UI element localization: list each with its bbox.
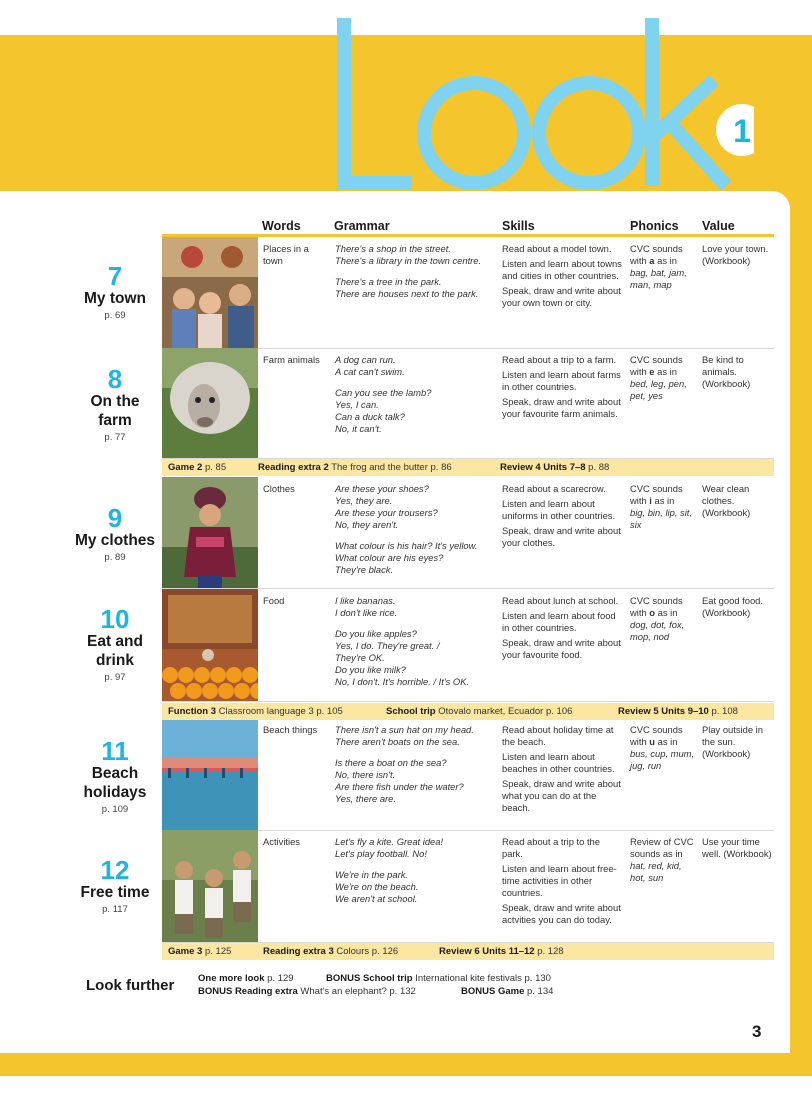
phonics-as-in: as in — [655, 736, 678, 747]
header-grammar: Grammar — [334, 219, 390, 233]
skill-item: Listen and learn about free-time activities in other countries. — [502, 863, 617, 898]
grammar-line: Yes, I can. — [335, 399, 379, 410]
phonics-letter: u — [649, 736, 656, 747]
grammar-line: They're OK. — [335, 652, 385, 663]
unit-number: 7 — [107, 261, 123, 291]
grammar-group — [335, 724, 495, 748]
header-words: Words — [262, 219, 301, 233]
grammar-line: There isn't a sun hat on my head. — [335, 724, 474, 735]
grammar-line: There's a tree in the park. — [335, 276, 442, 287]
unit-row — [162, 830, 774, 943]
unit-label — [60, 857, 170, 915]
skill-item: Read about a model town. — [502, 243, 612, 254]
grammar-group — [335, 628, 495, 688]
unit-page: p. 89 — [104, 552, 126, 563]
value-cell: Be kind to animals. (Workbook) — [702, 354, 751, 389]
level-number: 1 — [733, 113, 751, 149]
phonics-intro: CVC sounds with — [630, 354, 683, 377]
phonics-examples: bed, leg, pen, pet, yes — [630, 378, 687, 401]
phonics-intro: Review of CVC sounds as in — [630, 836, 694, 859]
grammar-line: No, I don't. It's horrible. / It's OK. — [335, 676, 470, 687]
grammar-line: Do you like milk? — [335, 664, 406, 675]
phonics-letter: e — [649, 366, 655, 377]
phonics-intro: CVC sounds with — [630, 483, 683, 506]
band-item-page: Colours p. 126 — [333, 946, 399, 957]
skill-item: Speak, draw and write about your clothes. — [502, 525, 621, 548]
phonics-intro: CVC sounds with — [630, 243, 683, 266]
grammar-group — [335, 836, 495, 860]
grammar-cell — [335, 354, 495, 438]
unit-page: p. 117 — [102, 904, 128, 915]
skill-item: Speak, draw and write about what you can do at the beach. — [502, 778, 621, 813]
unit-number: 11 — [101, 736, 129, 766]
skills-cell — [502, 595, 622, 664]
grammar-line: Are these your shoes? — [335, 483, 429, 494]
grammar-line: Can you see the lamb? — [335, 387, 432, 398]
page-number: 3 — [752, 1022, 762, 1041]
sheep-photo — [162, 348, 258, 458]
phonics-cell — [630, 354, 696, 402]
unit-name: Beach — [91, 765, 139, 782]
grammar-group — [335, 757, 495, 805]
phonics-letter: a — [649, 255, 655, 266]
header-value: Value — [702, 219, 735, 233]
unit-name: Eat and — [87, 633, 143, 650]
grammar-line: Yes, there are. — [335, 793, 396, 804]
phonics-as-in: as in — [655, 607, 678, 618]
grammar-cell — [335, 724, 495, 808]
phonics-cell — [630, 724, 696, 772]
skill-item: Listen and learn about beaches in other countries. — [502, 751, 615, 774]
words-cell: Places in a town — [263, 243, 309, 266]
band-item-title: Review 6 Units 11–12 — [439, 946, 535, 957]
band-item[interactable] — [168, 703, 343, 720]
skill-item: Listen and learn about farms in other countries. — [502, 369, 621, 392]
band-item-page: p. 88 — [585, 462, 610, 473]
band-item[interactable] — [168, 459, 226, 476]
skill-item: Listen and learn about uniforms in other countries. — [502, 498, 616, 521]
unit-label — [60, 738, 170, 815]
grammar-line: A dog can run. — [335, 354, 396, 365]
grammar-group — [335, 387, 495, 435]
grammar-line: No, it can't. — [335, 423, 382, 434]
grammar-line: They're black. — [335, 564, 394, 575]
grammar-cell — [335, 836, 495, 908]
grammar-group — [335, 276, 495, 300]
unit-row — [162, 589, 774, 702]
skills-cell — [502, 243, 622, 312]
unit-row — [162, 237, 774, 349]
extras-band — [162, 459, 774, 476]
grammar-line: Let's fly a kite. Great idea! — [335, 836, 444, 847]
skills-cell — [502, 483, 622, 552]
grammar-line: We aren't at school. — [335, 893, 418, 904]
phonics-intro: CVC sounds with — [630, 595, 683, 618]
grammar-line: There are houses next to the park. — [335, 288, 479, 299]
band-item-page: p. 85 — [202, 462, 227, 473]
band-item-title: Function 3 — [168, 706, 217, 717]
words-cell: Beach things — [263, 724, 318, 735]
skill-item: Speak, draw and write about your favourite food. — [502, 637, 621, 660]
phonics-cell — [630, 836, 696, 884]
grammar-line: Can a duck talk? — [335, 411, 405, 422]
phonics-as-in: as in — [651, 495, 675, 506]
phonics-letter: i — [649, 495, 652, 506]
band-item-page: Otovalo market, Ecuador p. 106 — [435, 706, 573, 717]
phonics-examples: big, bin, lip, sit, six — [630, 507, 693, 530]
market-oranges-photo — [162, 589, 258, 701]
beach-pier-photo — [162, 718, 258, 830]
band-item-title: Review 4 Units 7–8 — [500, 462, 586, 473]
bottom-margin — [0, 1076, 812, 1111]
band-item-title: School trip — [386, 706, 436, 717]
grammar-line: What colour is his hair? It's yellow. — [335, 540, 478, 551]
girl-in-traditional-clothes-photo — [162, 477, 258, 588]
phonics-examples: bus, cup, mum, jug, run — [630, 748, 695, 771]
extras-band — [162, 703, 774, 720]
skill-item: Read about a scarecrow. — [502, 483, 606, 494]
skill-item: Speak, draw and write about your favourite farm animals. — [502, 396, 621, 419]
band-item-title: Game 2 — [168, 462, 203, 473]
unit-number: 12 — [100, 855, 130, 885]
band-item[interactable] — [263, 943, 398, 960]
grammar-group — [335, 540, 495, 576]
unit-row — [162, 348, 774, 459]
band-item[interactable] — [439, 943, 564, 960]
band-item[interactable] — [386, 703, 572, 720]
unit-row — [162, 718, 774, 831]
look-further-item: BONUS School trip International kite festivals p. 130 — [326, 973, 551, 984]
band-item-title: Reading extra 3 — [263, 946, 334, 957]
band-item[interactable] — [258, 459, 452, 476]
unit-label — [60, 505, 170, 563]
unit-row — [162, 477, 774, 589]
band-item-title: Review 5 Units 9–10 — [618, 706, 709, 717]
value-cell: Love your town. (Workbook) — [702, 243, 769, 266]
unit-name: farm — [98, 412, 132, 429]
phonics-intro: CVC sounds with — [630, 724, 683, 747]
skill-item: Read about lunch at school. — [502, 595, 619, 606]
header-skills: Skills — [502, 219, 535, 233]
phonics-as-in: as in — [654, 366, 677, 377]
words-cell: Food — [263, 595, 285, 606]
unit-label — [60, 606, 170, 683]
value-cell: Play outside in the sun. (Workbook) — [702, 724, 763, 759]
unit-label — [60, 366, 170, 443]
grammar-line: Is there a boat on the sea? — [335, 757, 447, 768]
band-item-title: Game 3 — [168, 946, 203, 957]
unit-number: 9 — [107, 503, 123, 533]
unit-page: p. 97 — [104, 672, 126, 683]
unit-number: 10 — [100, 604, 130, 634]
words-cell: Farm animals — [263, 354, 320, 365]
grammar-line: No, there isn't. — [335, 769, 396, 780]
phonics-cell — [630, 595, 696, 643]
unit-label — [60, 263, 170, 321]
unit-page: p. 69 — [104, 310, 126, 321]
words-cell: Activities — [263, 836, 300, 847]
look-logo — [334, 18, 754, 193]
unit-name: drink — [96, 652, 134, 669]
phonics-examples: dog, dot, fox, mop, nod — [630, 619, 685, 642]
grammar-line: There's a shop in the street. — [335, 243, 451, 254]
phonics-letter: o — [649, 607, 656, 618]
grammar-line: We're on the beach. — [335, 881, 419, 892]
value-cell: Eat good food. (Workbook) — [702, 595, 763, 618]
unit-name: My clothes — [74, 532, 156, 549]
unit-page: p. 109 — [101, 804, 129, 815]
grammar-line: We're in the park. — [335, 869, 409, 880]
look-further-title: Look further — [86, 977, 175, 994]
band-item[interactable] — [168, 943, 231, 960]
skill-item: Read about a trip to a farm. — [502, 354, 617, 365]
grammar-line: Do you like apples? — [335, 628, 417, 639]
band-item-page: p. 125 — [202, 946, 232, 957]
grammar-line: What colour are his eyes? — [335, 552, 444, 563]
band-item-page: p. 108 — [708, 706, 738, 717]
skills-cell — [502, 836, 622, 929]
boys-playing-photo — [162, 830, 258, 942]
unit-name: My town — [84, 290, 146, 307]
grammar-line: I like bananas. — [335, 595, 396, 606]
skills-cell — [502, 354, 622, 423]
grammar-group — [335, 595, 495, 619]
skill-item: Listen and learn about towns and cities in other countries. — [502, 258, 622, 281]
band-item-page: p. 128 — [534, 946, 564, 957]
extras-band — [162, 943, 774, 960]
grammar-line: Are these your trousers? — [335, 507, 438, 518]
grammar-group — [335, 243, 495, 267]
grammar-line: There aren't boats on the sea. — [335, 736, 460, 747]
grammar-cell — [335, 243, 495, 303]
grammar-line: Let's play football. No! — [335, 848, 427, 859]
band-item[interactable] — [618, 703, 738, 720]
skill-item: Speak, draw and write about your own town or city. — [502, 285, 621, 308]
phonics-examples: bag, bat, jam, man, map — [630, 267, 687, 290]
grammar-line: No, they aren't. — [335, 519, 399, 530]
grammar-group — [335, 483, 495, 531]
unit-number: 8 — [107, 364, 123, 394]
grammar-cell — [335, 595, 495, 691]
grammar-line: I don't like rice. — [335, 607, 398, 618]
band-item-page: The frog and the butter p. 86 — [328, 462, 452, 473]
value-cell: Use your time well. (Workbook) — [702, 836, 772, 859]
look-further-item: BONUS Reading extra What's an elephant? p. 132 — [198, 986, 416, 997]
unit-page: p. 77 — [104, 432, 126, 443]
skill-item: Read about a trip to the park. — [502, 836, 600, 859]
skill-item: Read about holiday time at the beach. — [502, 724, 614, 747]
header-phonics: Phonics — [630, 219, 679, 233]
look-further-item: BONUS Game p. 134 — [461, 986, 554, 997]
phonics-cell — [630, 483, 696, 531]
band-item-title: Reading extra 2 — [258, 462, 329, 473]
band-item[interactable] — [500, 459, 609, 476]
grammar-line: Yes, they are. — [335, 495, 393, 506]
skill-item: Listen and learn about food in other countries. — [502, 610, 616, 633]
unit-name: Free time — [80, 884, 150, 901]
unit-name: holidays — [83, 784, 147, 801]
skill-item: Speak, draw and write about actvities you can do today. — [502, 902, 621, 925]
words-cell: Clothes — [263, 483, 295, 494]
band-item-page: Classroom language 3 p. 105 — [216, 706, 343, 717]
grammar-line: Are there fish under the water? — [335, 781, 464, 792]
grammar-line: There's a library in the town centre. — [335, 255, 482, 266]
grammar-line: A cat can't swim. — [335, 366, 405, 377]
grammar-cell — [335, 483, 495, 579]
value-cell: Wear clean clothes. (Workbook) — [702, 483, 751, 518]
unit-name: On the — [90, 393, 140, 410]
grammar-group — [335, 869, 495, 905]
children-in-town-photo — [162, 237, 258, 348]
skills-cell — [502, 724, 622, 817]
phonics-examples: hat, red, kid, hot, sun — [630, 860, 682, 883]
phonics-as-in: as in — [654, 255, 677, 266]
look-further-item: One more look p. 129 — [198, 973, 294, 984]
grammar-group — [335, 354, 495, 378]
grammar-line: Yes, I do. They're great. / — [335, 640, 440, 651]
phonics-cell — [630, 243, 696, 291]
